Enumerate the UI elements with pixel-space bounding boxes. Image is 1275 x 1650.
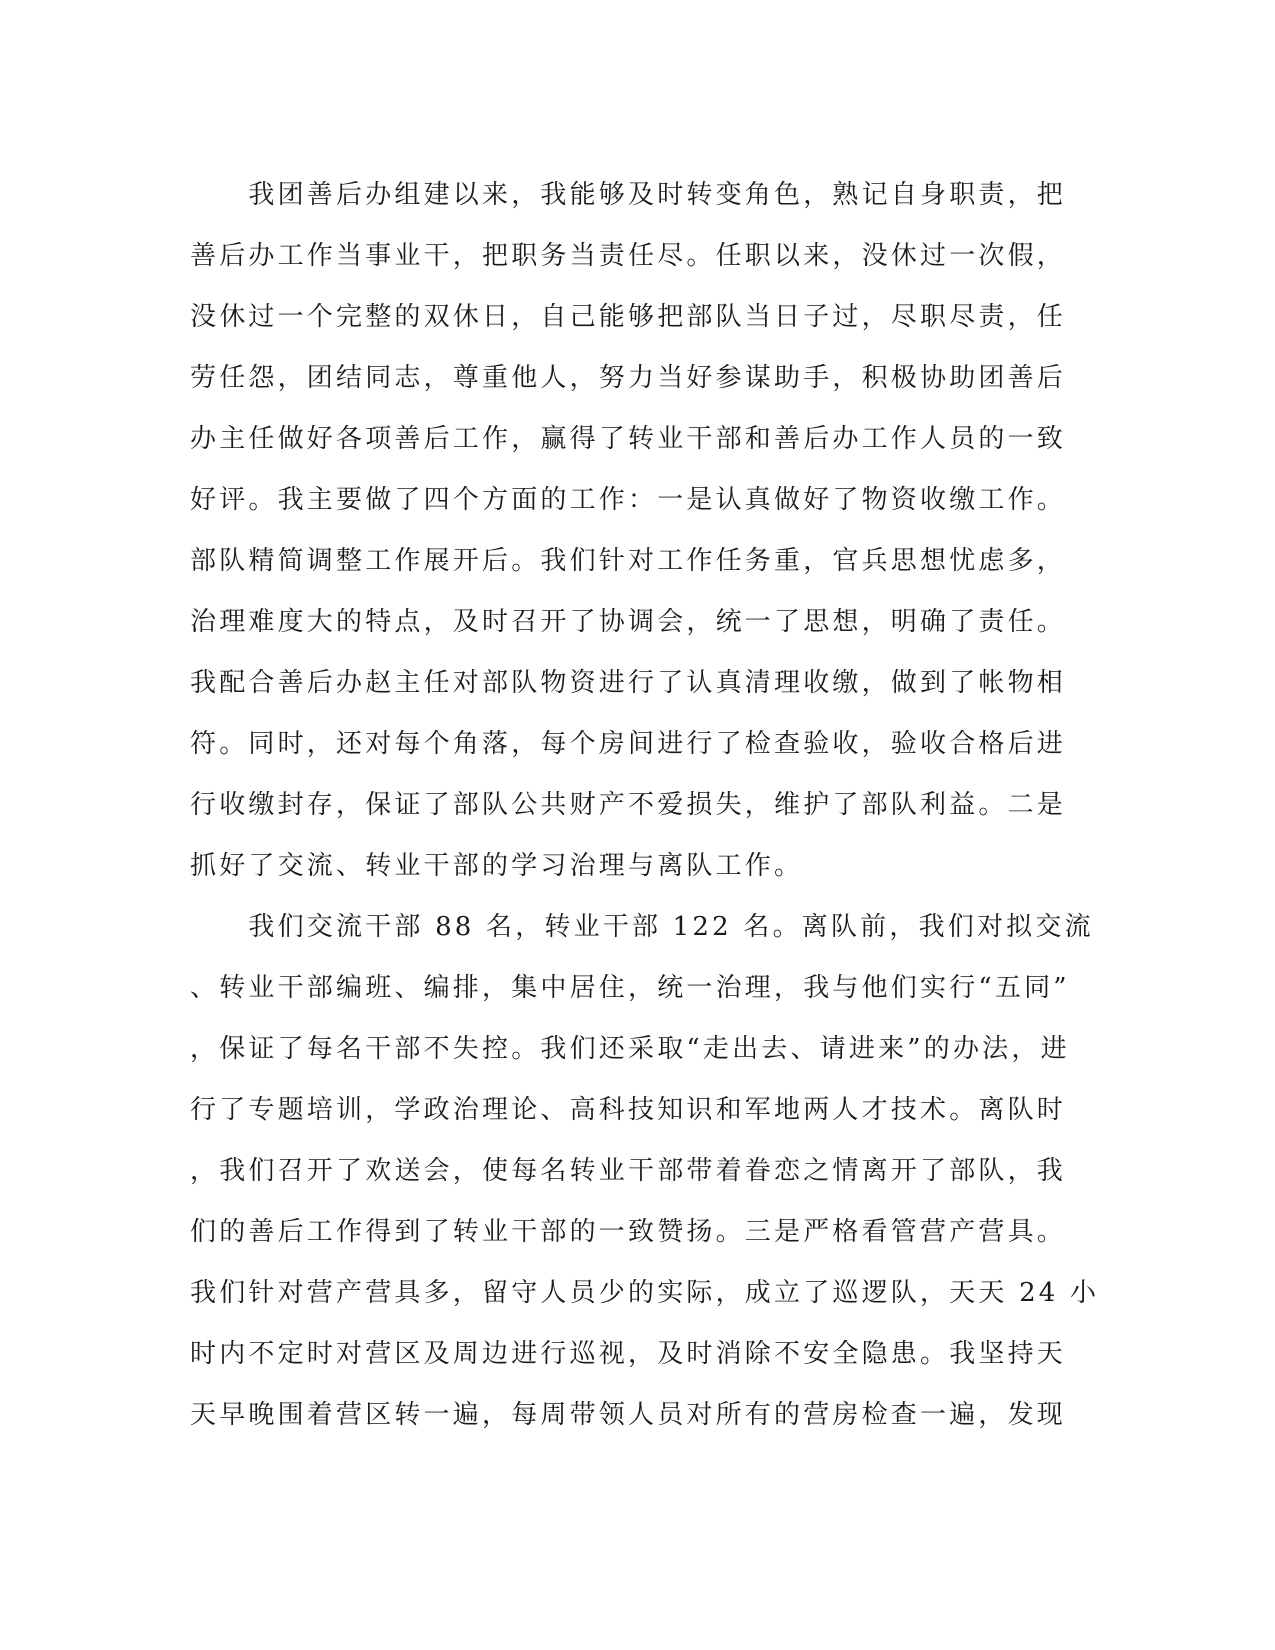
- text-line: 没休过一个完整的双休日，自己能够把部队当日子过，尽职尽责，任: [190, 302, 1067, 332]
- body-text: [190, 165, 1100, 1446]
- text-line: 我们交流干部 88 名，转业干部 122 名。离队前，我们对拟交流: [190, 912, 1094, 942]
- text-line: ，我们召开了欢送会，使每名转业干部带着眷恋之情离开了部队，我: [190, 1156, 1067, 1186]
- text-line: 我们针对营产营具多，留守人员少的实际，成立了巡逻队，天天 24 小: [190, 1278, 1100, 1308]
- text-line: 劳任怨，团结同志，尊重他人，努力当好参谋助手，积极协助团善后: [190, 363, 1067, 393]
- text-line: 行了专题培训，学政治理论、高科技知识和军地两人才技术。离队时: [190, 1095, 1067, 1125]
- text-line: 时内不定时对营区及周边进行巡视，及时消除不安全隐患。我坚持天: [190, 1339, 1067, 1369]
- text-line: 部队精简调整工作展开后。我们针对工作任务重，官兵思想忧虑多，: [190, 546, 1067, 576]
- text-line: 符。同时，还对每个角落，每个房间进行了检查验收，验收合格后进: [190, 729, 1067, 759]
- text-line: 善后办工作当事业干，把职务当责任尽。任职以来，没休过一次假，: [190, 241, 1067, 271]
- text-line: 我团善后办组建以来，我能够及时转变角色，熟记自身职责，把: [190, 180, 1067, 210]
- text-line: 们的善后工作得到了转业干部的一致赞扬。三是严格看管营产营具。: [190, 1217, 1067, 1247]
- text-line: 我配合善后办赵主任对部队物资进行了认真清理收缴，做到了帐物相: [190, 668, 1067, 698]
- text-line: 抓好了交流、转业干部的学习治理与离队工作。: [190, 851, 804, 881]
- text-line: 、转业干部编班、编排，集中居住，统一治理，我与他们实行“五同”: [190, 973, 1070, 1003]
- text-line: 治理难度大的特点，及时召开了协调会，统一了思想，明确了责任。: [190, 607, 1067, 637]
- text-line: 行收缴封存，保证了部队公共财产不爱损失，维护了部队利益。二是: [190, 790, 1067, 820]
- text-line: 好评。我主要做了四个方面的工作：一是认真做好了物资收缴工作。: [190, 485, 1067, 515]
- text-line: ，保证了每名干部不失控。我们还采取“走出去、请进来”的办法，进: [190, 1034, 1070, 1064]
- text-line: 天早晚围着营区转一遍，每周带领人员对所有的营房检查一遍，发现: [190, 1400, 1067, 1430]
- text-line: 办主任做好各项善后工作，赢得了转业干部和善后办工作人员的一致: [190, 424, 1067, 454]
